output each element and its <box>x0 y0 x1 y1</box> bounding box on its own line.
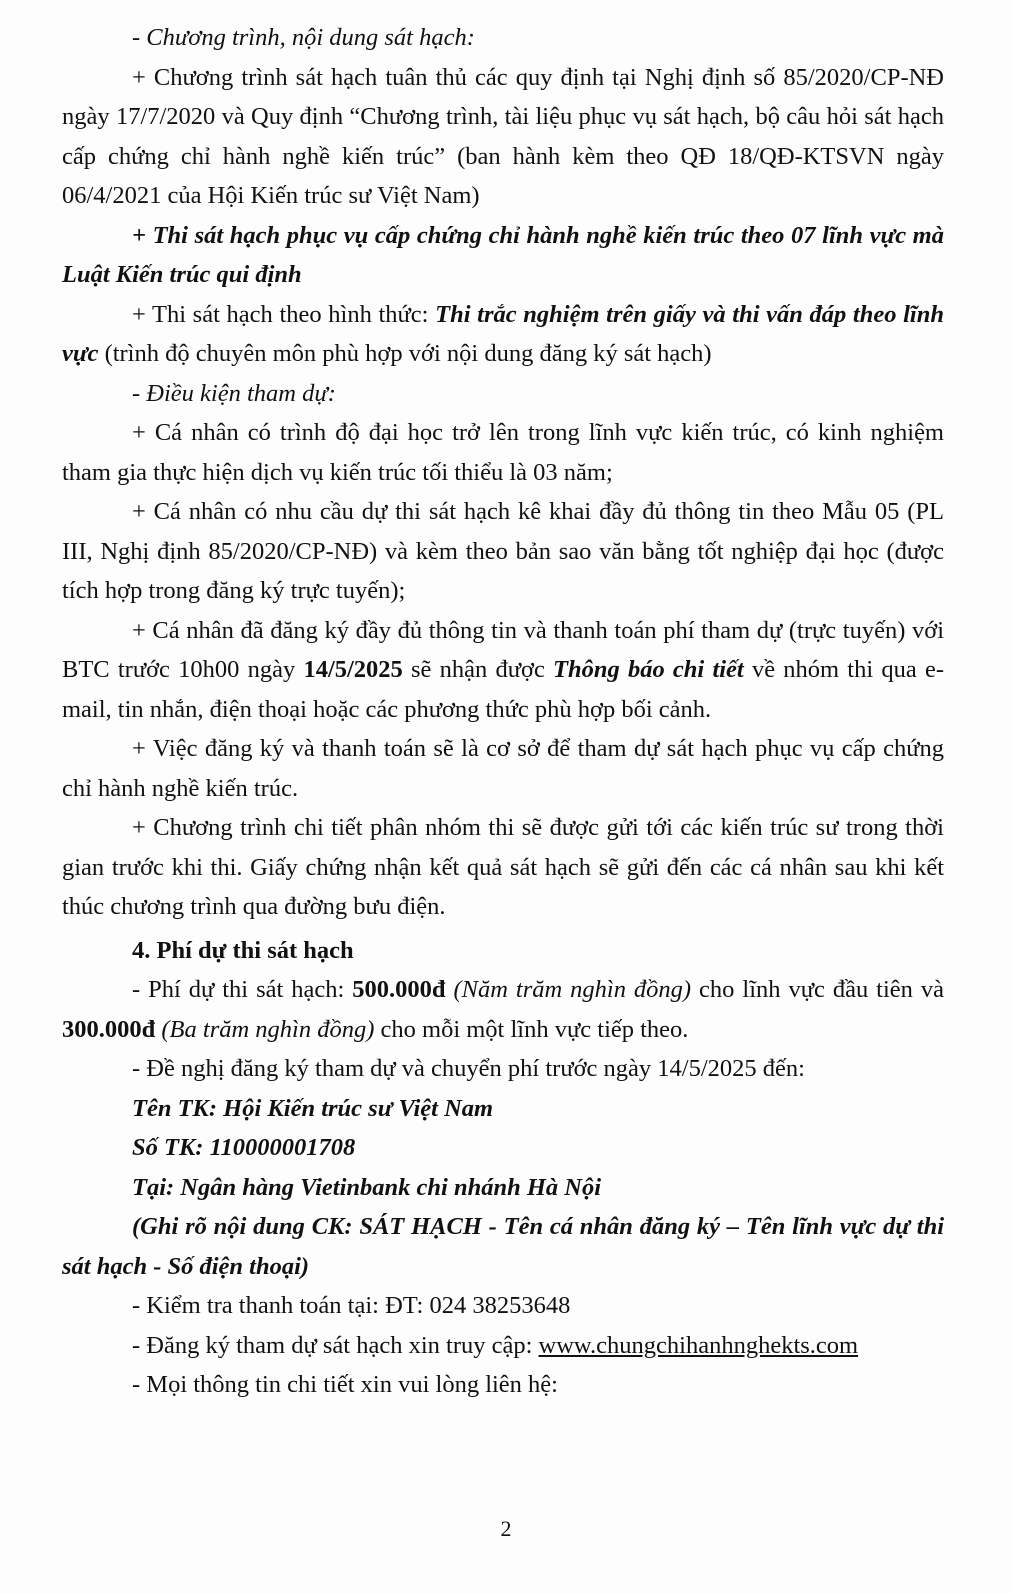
program-bullet-seven-fields: + Thi sát hạch phục vụ cấp chứng chỉ hành nghề kiến trúc theo 07 lĩnh vực mà Luật Kiến trúc qui định <box>62 221 944 288</box>
condition-degree: + Cá nhân có trình độ đại học trở lên trong lĩnh vực kiến trúc, có kinh nghiệm tham gia thực hiện dịch vụ kiến trúc tối thiểu là 03 năm; <box>62 419 944 486</box>
conditions-heading: - Điều kiện tham dự: <box>132 379 336 407</box>
document-body <box>62 18 944 1405</box>
payment-check-phone: - Kiểm tra thanh toán tại: ĐT: 024 38253648 <box>132 1292 571 1319</box>
format-text: + Thi sát hạch theo hình thức: <box>132 300 436 328</box>
fee-amounts <box>62 970 944 1049</box>
condition-payment-deadline <box>62 611 944 730</box>
bank-branch: Tại: Ngân hàng Vietinbank chi nhánh Hà Nội <box>132 1173 602 1201</box>
registration-link-line <box>62 1326 944 1366</box>
transfer-note: (Ghi rõ nội dung CK: SÁT HẠCH - Tên cá nhân đăng ký – Tên lĩnh vực dự thi sát hạch - Số điện thoại) <box>62 1213 944 1280</box>
registration-link[interactable]: www.chungchihanhnghekts.com <box>538 1331 859 1359</box>
fee-first-amount: 500.000đ <box>352 976 446 1003</box>
deadline-text: + Cá nhân đã đăng ký đầy đủ thông tin và thanh toán phí tham dự (trực tuyến) với BTC trước 10h00 ngày <box>62 616 944 683</box>
condition-detailed-program: + Chương trình chi tiết phân nhóm thi sẽ được gửi tới các kiến trúc sư trong thời gian trước khi thi. Giấy chứng nhận kết quả sát hạch sẽ gửi đến các cá nhân sau khi kết thúc chương trình qua đường bưu điện. <box>62 814 944 920</box>
fee-section-heading: 4. Phí dự thi sát hạch <box>132 936 354 964</box>
format-emphasis: Thi trắc nghiệm trên giấy và thi vấn đáp theo lĩnh vực <box>62 300 944 367</box>
program-bullet-regulation: + Chương trình sát hạch tuân thủ các quy định tại Nghị định số 85/2020/CP-NĐ ngày 17/7/2020 và Quy định “Chương trình, tài liệu phục vụ sát hạch, bộ câu hỏi sát hạch cấp chứng chỉ hành nghề kiến trúc” (ban hành kèm theo QĐ 18/QĐ-KTSVN ngày 06/4/2021 của Hội Kiến trúc sư Việt Nam) <box>62 63 944 209</box>
registration-text: - Đăng ký tham dự sát hạch xin truy cập: <box>132 1331 539 1359</box>
condition-registration-basis: + Việc đăng ký và thanh toán sẽ là cơ sở để tham dự sát hạch phục vụ cấp chứng chỉ hành nghề kiến trúc. <box>62 735 944 802</box>
page-number: 2 <box>500 1516 512 1541</box>
program-heading: - Chương trình, nội dung sát hạch: <box>132 24 475 51</box>
account-number: Số TK: 110000001708 <box>132 1134 356 1161</box>
fee-text-2: cho mỗi một lĩnh vực tiếp theo. <box>374 1015 689 1043</box>
contact-line: - Mọi thông tin chi tiết xin vui lòng liên hệ: <box>132 1371 558 1398</box>
program-bullet-format <box>62 295 944 374</box>
fee-transfer-request: - Đề nghị đăng ký tham dự và chuyển phí trước ngày 14/5/2025 đến: <box>132 1055 805 1082</box>
format-note: (trình độ chuyên môn phù hợp với nội dung đăng ký sát hạch) <box>98 340 712 367</box>
account-name: Tên TK: Hội Kiến trúc sư Việt Nam <box>132 1094 494 1122</box>
detail-notice: Thông báo chi tiết <box>553 656 744 683</box>
deadline-date: 14/5/2025 <box>303 656 403 683</box>
fee-next-amount: 300.000đ <box>62 1015 156 1043</box>
fee-text: cho lĩnh vực đầu tiên và <box>691 976 944 1003</box>
fee-first-words: (Năm trăm nghìn đồng) <box>445 976 692 1003</box>
deadline-text-2: sẽ nhận được <box>402 656 554 683</box>
fee-label: - Phí dự thi sát hạch: <box>132 976 353 1003</box>
condition-declaration: + Cá nhân có nhu cầu dự thi sát hạch kê khai đầy đủ thông tin theo Mẫu 05 (PL III, Nghị định 85/2020/CP-NĐ) và kèm theo bản sao văn bằng tốt nghiệp đại học (được tích hợp trong đăng ký trực tuyến); <box>62 498 944 604</box>
fee-next-words: (Ba trăm nghìn đồng) <box>155 1015 375 1043</box>
deadline-text-3: về nhóm thi qua e-mail, tin nhắn, điện thoại hoặc các phương thức phù hợp bối cảnh. <box>62 656 944 723</box>
